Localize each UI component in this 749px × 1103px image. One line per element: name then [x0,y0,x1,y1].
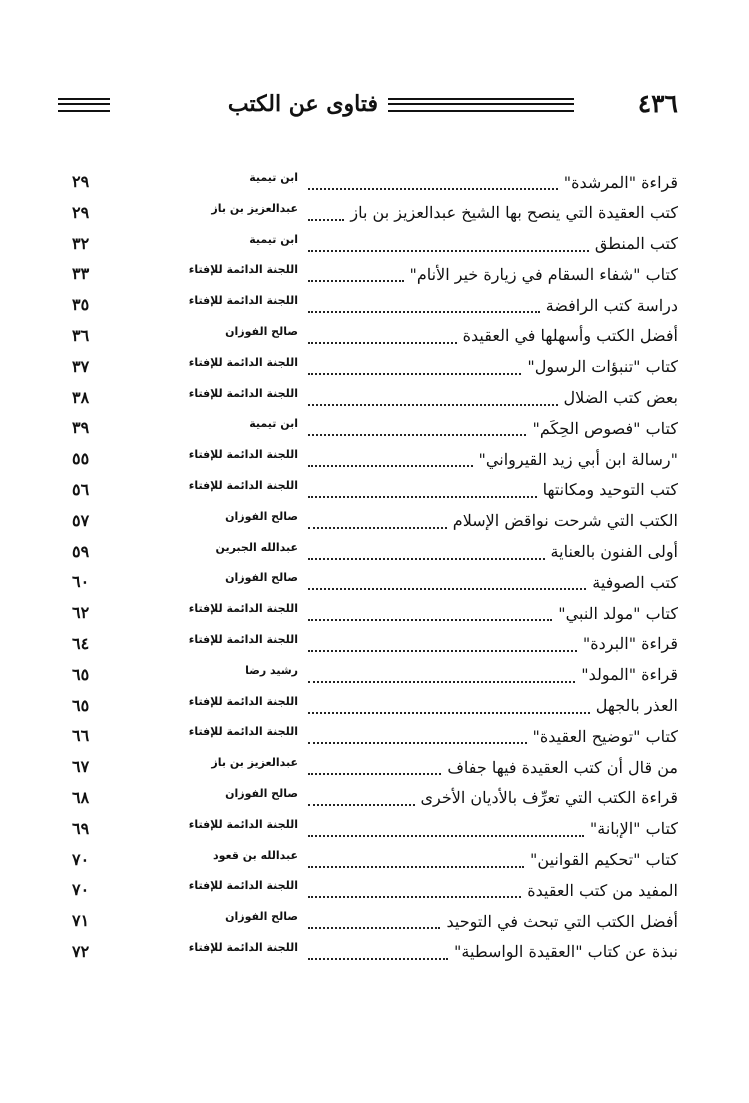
toc-row [72,660,678,691]
toc-row [72,691,678,722]
toc-row [72,167,678,198]
toc-title-cell [308,537,678,567]
toc-row [72,752,678,783]
toc-title: قراءة "البردة" [582,634,678,654]
dot-leader [308,188,558,190]
toc-row [72,629,678,660]
toc-author: صالح الفوزان [225,786,298,800]
toc-author: اللجنة الدائمة للإفتاء [188,879,298,893]
dot-leader [308,465,473,467]
dot-leader [308,681,575,683]
toc-page-number: ٦٥ [72,664,90,684]
toc-title-cell [308,383,678,413]
toc-page-number: ٧٢ [72,941,90,961]
toc-title: كتاب "شفاء السقام في زيارة خير الأنام" [409,264,678,284]
toc-row [72,413,678,444]
dot-leader [308,373,521,375]
toc-title-cell [308,660,678,690]
toc-title: كتب المنطق [594,234,678,254]
toc-title: قراءة الكتب التي تعرِّف بالأديان الأخرى [420,788,678,808]
toc-author: اللجنة الدائمة للإفتاء [188,448,298,462]
toc-title-cell [308,413,678,443]
toc-author: ابن تيمية [249,232,298,246]
toc-title: نبذة عن كتاب "العقيدة الواسطية" [454,942,678,962]
dot-leader [308,342,457,344]
toc-author: اللجنة الدائمة للإفتاء [188,940,298,954]
dot-leader [308,742,527,744]
toc-row [72,721,678,752]
toc-author: صالح الفوزان [225,910,298,924]
dot-leader [308,588,586,590]
toc-page-number: ٣٩ [72,418,90,438]
toc-title: قراءة "المرشدة" [563,172,678,192]
dot-leader [308,927,440,929]
toc-title: دراسة كتب الرافضة [545,295,678,315]
toc-row [72,290,678,321]
book-title: فتاوى عن الكتب [227,91,378,117]
toc-author: اللجنة الدائمة للإفتاء [188,355,298,369]
toc-title: العذر بالجهل [595,696,678,716]
toc-title: أفضل الكتب وأسهلها في العقيدة [462,326,678,346]
toc-row [72,198,678,229]
toc-page-number: ٣٧ [72,356,90,376]
toc-page-number: ٧٠ [72,880,90,900]
toc-title-cell [308,937,678,967]
toc-page-number: ٦٢ [72,603,90,623]
dot-leader [308,773,441,775]
toc-author: صالح الفوزان [225,509,298,523]
dot-leader [308,527,447,529]
toc-page-number: ٦٤ [72,633,90,653]
toc-author: اللجنة الدائمة للإفتاء [188,817,298,831]
toc-author: صالح الفوزان [225,571,298,585]
toc-author: اللجنة الدائمة للإفتاء [188,478,298,492]
toc-title: كتاب "مولد النبي" [558,603,678,623]
toc-title-cell [308,259,678,289]
dot-leader [308,712,590,714]
dot-leader [308,404,558,406]
toc-title: كتاب "فصوص الحِكَم" [532,418,678,438]
toc-author: اللجنة الدائمة للإفتاء [188,386,298,400]
toc-title-cell [308,567,678,597]
toc-page-number: ٣٦ [72,325,90,345]
toc-author: عبدالعزيز بن باز [211,756,298,770]
toc-author: عبدالله الجبرين [215,540,298,554]
dot-leader [308,496,537,498]
table-of-contents [72,167,678,968]
toc-row [72,229,678,260]
toc-page-number: ٦٨ [72,787,90,807]
toc-title-cell [308,352,678,382]
toc-row [72,506,678,537]
toc-title: كتب التوحيد ومكانتها [542,480,678,500]
toc-title-cell [308,167,678,197]
toc-title: بعض كتب الضلال [563,388,678,408]
toc-page-number: ٥٩ [72,541,90,561]
toc-row [72,444,678,475]
toc-author: عبدالله بن قعود [212,848,298,862]
toc-page-number: ٧٠ [72,849,90,869]
page-header [58,88,678,122]
toc-title-cell [308,290,678,320]
toc-title-cell [308,814,678,844]
toc-page-number: ٦٦ [72,726,90,746]
dot-leader [308,434,526,436]
toc-author: صالح الفوزان [225,324,298,338]
toc-title-cell [308,721,678,751]
toc-page-number: ٥٦ [72,479,90,499]
toc-row [72,321,678,352]
toc-title: الكتب التي شرحت نواقض الإسلام [452,511,678,531]
toc-page-number: ٣٢ [72,233,90,253]
toc-author: اللجنة الدائمة للإفتاء [188,294,298,308]
toc-page-number: ٣٣ [72,264,90,284]
dot-leader [308,650,577,652]
toc-page-number: ٦٠ [72,572,90,592]
toc-author: اللجنة الدائمة للإفتاء [188,725,298,739]
toc-row [72,875,678,906]
dot-leader [308,219,344,221]
toc-page-number: ٦٩ [72,818,90,838]
dot-leader [308,558,545,560]
toc-page-number: ٥٧ [72,510,90,530]
toc-title-cell [308,783,678,813]
toc-row [72,352,678,383]
toc-title-cell [308,629,678,659]
toc-row [72,475,678,506]
toc-author: اللجنة الدائمة للإفتاء [188,632,298,646]
dot-leader [308,619,552,621]
toc-title: كتاب "الإبانة" [589,819,678,839]
toc-row [72,567,678,598]
toc-row [72,937,678,968]
toc-row [72,537,678,568]
dot-leader [308,804,415,806]
toc-author: رشيد رضا [245,663,298,677]
dot-leader [308,250,589,252]
toc-page-number: ٣٥ [72,295,90,315]
toc-title-cell [308,198,678,228]
dot-leader [308,896,521,898]
toc-title-cell [308,875,678,905]
dot-leader [308,866,524,868]
toc-row [72,383,678,414]
toc-title-cell [308,752,678,782]
toc-title: كتاب "تحكيم القوانين" [530,850,678,870]
toc-title: كتب الصوفية [592,572,678,592]
toc-page-number: ٢٩ [72,172,90,191]
toc-title-cell [308,229,678,259]
toc-author: اللجنة الدائمة للإفتاء [188,694,298,708]
toc-page-number: ٥٥ [72,449,90,469]
toc-title-cell [308,444,678,474]
toc-author: اللجنة الدائمة للإفتاء [188,602,298,616]
toc-title: من قال أن كتب العقيدة فيها جفاف [447,757,678,777]
toc-title: أولى الفنون بالعناية [550,542,678,562]
toc-row [72,845,678,876]
toc-title: كتاب "تنبؤات الرسول" [527,357,678,377]
toc-page-number: ٢٩ [72,202,90,222]
toc-title-cell [308,845,678,875]
toc-title-cell [308,598,678,628]
toc-row [72,598,678,629]
toc-author: اللجنة الدائمة للإفتاء [188,263,298,277]
toc-title: قراءة "المولد" [581,665,678,685]
dot-leader [308,280,404,282]
dot-leader [308,311,540,313]
toc-title: كتاب "توضيح العقيدة" [532,726,678,746]
page-number: ٤٣٦ [637,89,678,118]
toc-title-cell [308,475,678,505]
dot-leader [308,958,448,960]
toc-page-number: ٣٨ [72,387,90,407]
header-rule-right [388,98,574,112]
toc-title: المفيد من كتب العقيدة [527,880,678,900]
toc-row [72,783,678,814]
header-rule-left [58,98,110,112]
toc-page-number: ٦٥ [72,695,90,715]
toc-author: ابن تيمية [249,171,298,184]
toc-title: "رسالة ابن أبي زيد القيرواني" [478,449,678,469]
toc-title-cell [308,321,678,351]
toc-author: عبدالعزيز بن باز [211,201,298,215]
toc-page-number: ٧١ [72,911,90,931]
dot-leader [308,835,584,837]
toc-title-cell [308,906,678,936]
toc-row [72,814,678,845]
toc-title: كتب العقيدة التي ينصح بها الشيخ عبدالعزيز بن باز [350,203,678,223]
toc-title-cell [308,506,678,536]
toc-author: ابن تيمية [249,417,298,431]
toc-page-number: ٦٧ [72,757,90,777]
toc-title-cell [308,691,678,721]
toc-row [72,906,678,937]
toc-title: أفضل الكتب التي تبحث في التوحيد [446,911,678,931]
toc-row [72,259,678,290]
